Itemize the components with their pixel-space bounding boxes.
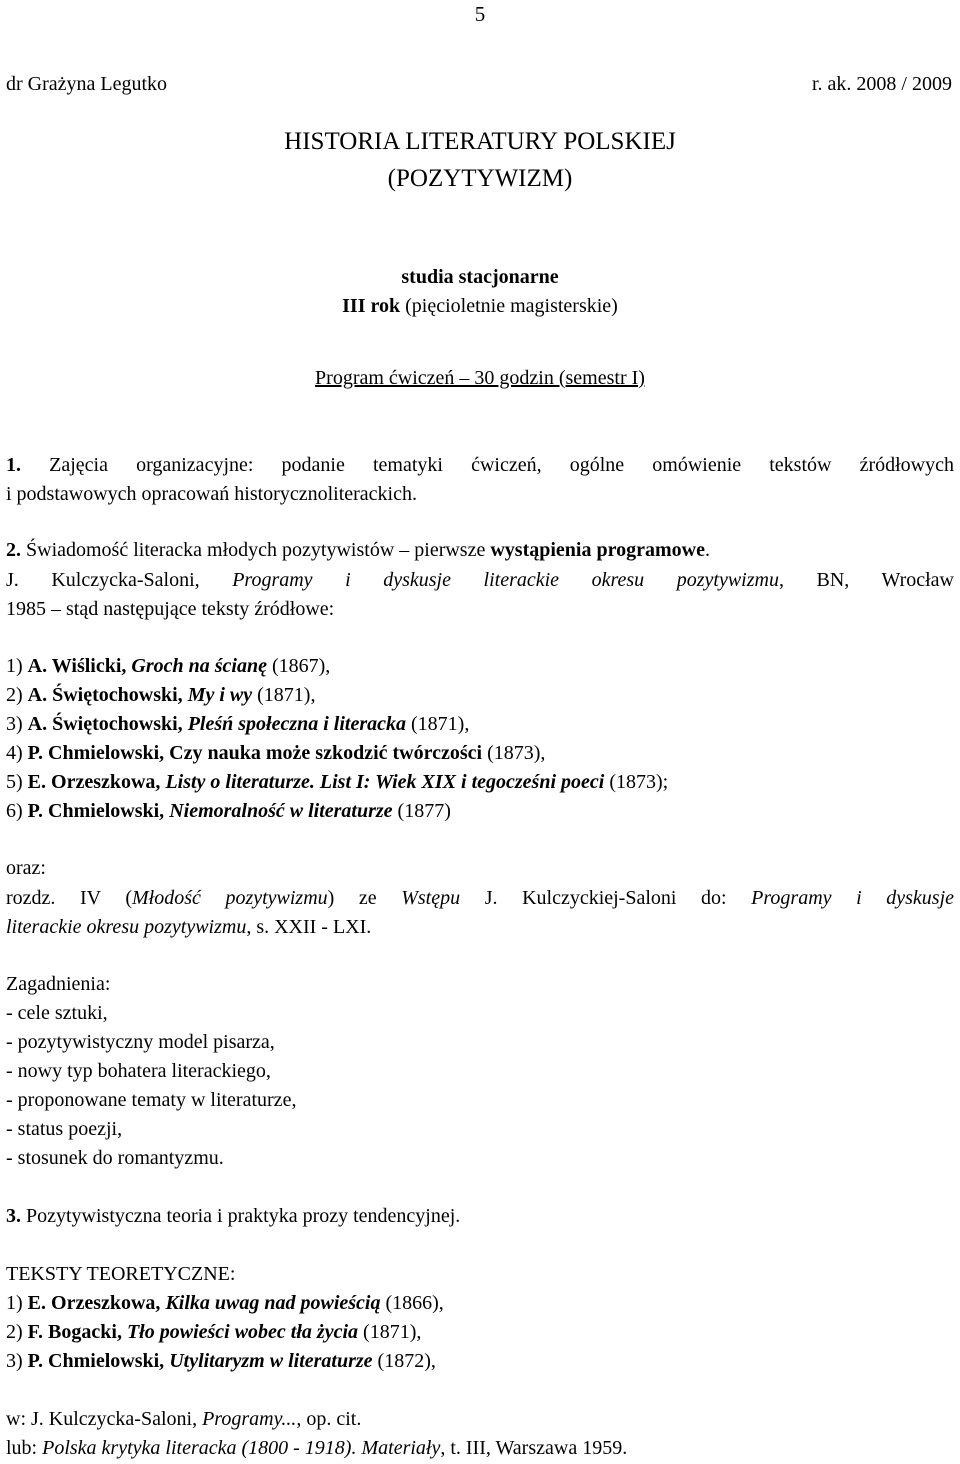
study-mode: studia stacjonarne — [401, 266, 559, 288]
title-line-1: HISTORIA LITERATURY POLSKIEJ — [284, 128, 676, 155]
theory-item-2 — [6, 1318, 954, 1346]
item-number: 2) — [6, 684, 28, 706]
oraz-label: oraz: — [6, 857, 46, 879]
item-author: E. Orzeszkowa, — [27, 1292, 166, 1314]
section-3-text: Pozytywistyczna teoria i praktyka prozy tendencyjnej. — [21, 1205, 461, 1227]
source-item-6 — [6, 797, 954, 825]
title-line-2: (POZYTYWIZM) — [387, 165, 573, 192]
item-title: My i wy — [187, 684, 253, 706]
item-year: (1877) — [392, 800, 451, 822]
item-author: E. Orzeszkowa, — [27, 771, 166, 793]
page-number: 5 — [474, 2, 486, 26]
item-number: 5) — [6, 771, 28, 793]
rozdz-line-2 — [6, 913, 954, 941]
source-lub-title: Polska krytyka literacka (1800 - 1918). Materiały — [42, 1437, 441, 1459]
rozdz-ze: ) ze — [327, 887, 402, 909]
source-w-cit: , op. cit. — [296, 1408, 362, 1430]
ref-title: Programy i dyskusje literackie okresu pozytywizmu — [232, 569, 779, 591]
section-1-number: 1. — [6, 454, 21, 476]
rozdz-wstep: Wstępu — [401, 887, 461, 909]
section-1-line-2: i podstawowych opracowań historycznoliterackich. — [6, 483, 417, 505]
item-author: A. Wiślicki, — [27, 655, 132, 677]
theory-item-1 — [6, 1289, 954, 1317]
source-w-title: Programy... — [202, 1408, 297, 1430]
section-2-heading — [6, 536, 954, 564]
item-year: (1871), — [358, 1321, 422, 1343]
item-number: 6) — [6, 800, 28, 822]
zagadnienie-item: - nowy typ bohatera literackiego, — [6, 1060, 271, 1082]
section-2-text: Świadomość literacka młodych pozytywistów – pierwsze — [21, 539, 491, 561]
section-2-end: . — [704, 539, 710, 561]
zagadnienie-item: - stosunek do romantyzmu. — [6, 1147, 224, 1169]
study-year-rest: (pięcioletnie magisterskie) — [400, 295, 618, 317]
source-item-3 — [6, 710, 954, 738]
section-3-number: 3. — [6, 1205, 21, 1227]
author-name: dr Grażyna Legutko — [6, 73, 168, 95]
item-number: 2) — [6, 1321, 28, 1343]
item-title: Kilka uwag nad powieścią — [165, 1292, 381, 1314]
item-year: (1873), — [482, 742, 546, 764]
academic-year: r. ak. 2008 / 2009 — [812, 73, 952, 95]
item-year: (1871), — [252, 684, 316, 706]
item-author: F. Bogacki, — [27, 1321, 127, 1343]
zagadnienie-item: - status poezji, — [6, 1118, 123, 1140]
zagadnienie-item: - pozytywistyczny model pisarza, — [6, 1031, 275, 1053]
section-3-heading — [6, 1202, 954, 1230]
source-lub-details: , t. III, Warszawa 1959. — [440, 1437, 628, 1459]
item-year: (1872), — [372, 1350, 436, 1372]
teksty-label: TEKSTY TEORETYCZNE: — [6, 1263, 236, 1285]
source-lub-line — [6, 1434, 954, 1462]
item-number: 3) — [6, 1350, 28, 1372]
item-author: P. Chmielowski, Czy nauka może szkodzić twórczości — [27, 742, 483, 764]
zagadnienie-item: - proponowane tematy w literaturze, — [6, 1089, 297, 1111]
item-author: A. Świętochowski, — [27, 713, 188, 735]
source-item-2 — [6, 681, 954, 709]
item-year: (1871), — [406, 713, 470, 735]
item-author: P. Chmielowski, — [27, 800, 170, 822]
theory-item-3 — [6, 1347, 954, 1375]
item-title: Tło powieści wobec tła życia — [126, 1321, 359, 1343]
item-author: A. Świętochowski, — [27, 684, 188, 706]
item-number: 3) — [6, 713, 28, 735]
item-title: Groch na ścianę — [131, 655, 267, 677]
source-item-5 — [6, 768, 954, 796]
item-number: 1) — [6, 655, 28, 677]
rozdz-author: J. Kulczyckiej-Saloni do: — [460, 887, 752, 909]
item-title: Utylitaryzm w literaturze — [169, 1350, 373, 1372]
study-year — [0, 292, 960, 320]
rozdz-line-1 — [6, 884, 954, 912]
source-w-line — [6, 1405, 954, 1433]
rozdz-book-title: Programy i dyskusje — [751, 887, 954, 909]
item-title: Listy o literaturze. List I: Wiek XIX i tegocześni poeci — [165, 771, 605, 793]
item-year: (1873); — [604, 771, 669, 793]
section-2-ref-line-2: 1985 – stąd następujące teksty źródłowe: — [6, 598, 335, 620]
rozdz-book-title-cont: literackie okresu pozytywizmu — [6, 916, 247, 938]
item-year: (1866), — [380, 1292, 444, 1314]
source-item-4 — [6, 739, 954, 767]
source-lub-prefix: lub: — [6, 1437, 43, 1459]
item-title: Niemoralność w literaturze — [169, 800, 393, 822]
program-line — [0, 364, 960, 392]
ref-publisher: , BN, Wrocław — [778, 569, 954, 591]
rozdz-pages: , s. XXII - LXI. — [246, 916, 372, 938]
ref-author: J. Kulczycka-Saloni, — [6, 569, 233, 591]
item-year: (1867), — [266, 655, 331, 677]
section-1-line-1 — [6, 451, 954, 479]
rozdz-prefix: rozdz. IV ( — [6, 887, 132, 909]
source-w-author: w: J. Kulczycka-Saloni, — [6, 1408, 203, 1430]
section-2-number: 2. — [6, 539, 21, 561]
section-2-bold: wystąpienia programowe — [490, 539, 705, 561]
zagadnienie-item: - cele sztuki, — [6, 1002, 108, 1024]
item-author: P. Chmielowski, — [27, 1350, 170, 1372]
item-number: 1) — [6, 1292, 28, 1314]
item-number: 4) — [6, 742, 28, 764]
program-heading: Program ćwiczeń – 30 godzin (semestr I) — [315, 367, 645, 389]
rozdz-chapter-title: Młodość pozytywizmu — [131, 887, 328, 909]
section-1-text: Zajęcia organizacyjne: podanie tematyki ćwiczeń, ogólne omówienie tekstów źródłowych — [21, 454, 954, 476]
zagadnienia-label: Zagadnienia: — [6, 973, 111, 995]
study-year-bold: III rok — [342, 295, 401, 317]
source-item-1 — [6, 652, 954, 680]
item-title: Pleśń społeczna i literacka — [187, 713, 407, 735]
section-2-ref-line-1 — [6, 566, 954, 594]
